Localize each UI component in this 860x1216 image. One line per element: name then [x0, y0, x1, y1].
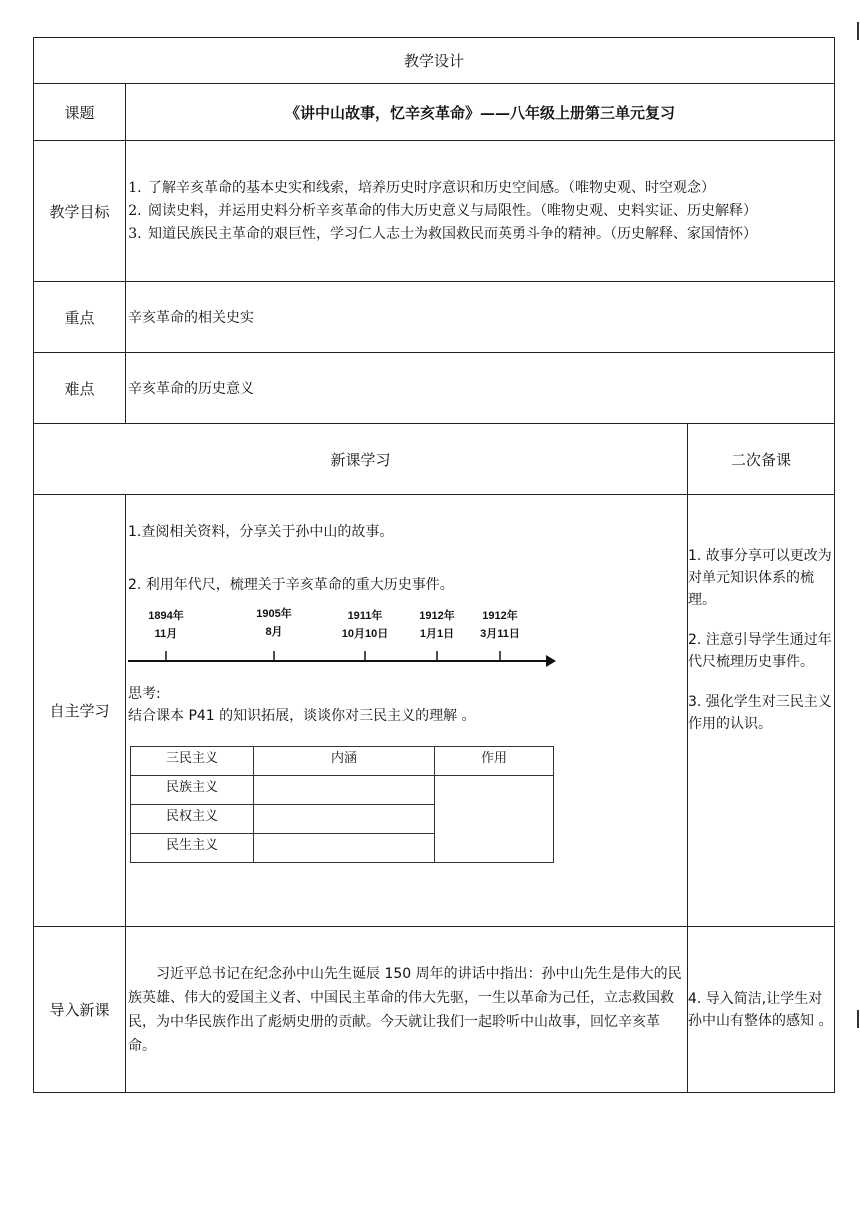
- page-edge-mark: [857, 1010, 859, 1028]
- table-cell-empty: [254, 776, 435, 805]
- difficulty-label: 难点: [34, 353, 126, 424]
- table-row-label: 民生主义: [131, 834, 254, 863]
- goals-list: [126, 177, 834, 246]
- note-item: 1. 故事分享可以更改为对单元知识体系的梳理。: [688, 548, 832, 608]
- page-title: 教学设计: [34, 38, 835, 84]
- key-point-value: 辛亥革命的相关史实: [126, 282, 835, 353]
- difficulty-value: 辛亥革命的历史意义: [126, 353, 835, 424]
- goals-cell: [126, 141, 835, 282]
- table-row-label: 民权主义: [131, 805, 254, 834]
- intro-note: 4. 导入简洁,让学生对孙中山有整体的感知 。: [688, 927, 835, 1093]
- goal-item: 1. 了解辛亥革命的基本史实和线索，培养历史时序意识和历史空间感。（唯物史观、时空观念）: [146, 177, 828, 200]
- three-principles-table: [130, 746, 554, 863]
- think-label: 思考:: [128, 686, 161, 702]
- timeline-year: 1912年: [419, 610, 455, 622]
- table-cell-empty: [254, 834, 435, 863]
- note-item: 3. 强化学生对三民主义作用的认识。: [688, 694, 832, 732]
- timeline-year: 1905年: [256, 608, 292, 620]
- self-study-label: 自主学习: [34, 495, 126, 927]
- new-lesson-heading: 新课学习: [34, 424, 688, 495]
- timeline-year: 1911年: [347, 610, 383, 622]
- task-timeline: 2. 利用年代尺，梳理关于辛亥革命的重大历史事件。: [128, 577, 454, 593]
- think-question: 结合课本 P41 的知识拓展，谈谈你对三民主义的理解 。: [128, 708, 476, 724]
- table-header: 内涵: [254, 747, 435, 776]
- goals-label: 教学目标: [34, 141, 126, 282]
- self-study-content: [126, 495, 688, 927]
- page-edge-mark: [857, 22, 859, 40]
- table-cell-empty: [254, 805, 435, 834]
- timeline-date: 3月11日: [480, 628, 520, 640]
- timeline-ruler: [128, 607, 558, 669]
- timeline-year: 1912年: [482, 610, 518, 622]
- goal-item: 2. 阅读史料，并运用史料分析辛亥革命的伟大历史意义与局限性。（唯物史观、史料实证、历史解释）: [146, 200, 828, 223]
- note-item: 2. 注意引导学生通过年代尺梳理历史事件。: [688, 632, 832, 670]
- goal-item: 3. 知道民族民主革命的艰巨性，学习仁人志士为救国救民而英勇斗争的精神。（历史解释、家国情怀）: [146, 223, 828, 246]
- timeline-year: 1894年: [148, 610, 184, 622]
- lesson-plan-table: [33, 37, 835, 1093]
- timeline-date: 11月: [154, 628, 178, 640]
- timeline-date: 1月1日: [419, 628, 455, 640]
- table-cell-effect: [435, 776, 554, 863]
- table-row-label: 民族主义: [131, 776, 254, 805]
- table-header: 三民主义: [131, 747, 254, 776]
- timeline-date: 8月: [265, 626, 283, 638]
- second-prep-heading: 二次备课: [688, 424, 835, 495]
- timeline-date: 10月10日: [341, 628, 389, 640]
- intro-cell: [126, 927, 688, 1093]
- timeline-arrow-icon: [546, 655, 556, 667]
- intro-label: 导入新课: [34, 927, 126, 1093]
- topic-label: 课题: [34, 84, 126, 141]
- intro-text: 习近平总书记在纪念孙中山先生诞辰 150 周年的讲话中指出：孙中山先生是伟大的民族英雄、伟大的爱国主义者、中国民主革命的伟大先驱，一生以革命为己任，立志救国救民，为中华民族作出了彪炳史册的贡献。今天就让我们一起聆听中山故事，回忆辛亥革命。: [128, 965, 682, 1054]
- task-share-story: 1.查阅相关资料，分享关于孙中山的故事。: [128, 524, 394, 540]
- self-study-notes: [688, 495, 835, 927]
- topic-value: 《讲中山故事，忆辛亥革命》——八年级上册第三单元复习: [126, 84, 835, 141]
- table-header: 作用: [435, 747, 554, 776]
- key-point-label: 重点: [34, 282, 126, 353]
